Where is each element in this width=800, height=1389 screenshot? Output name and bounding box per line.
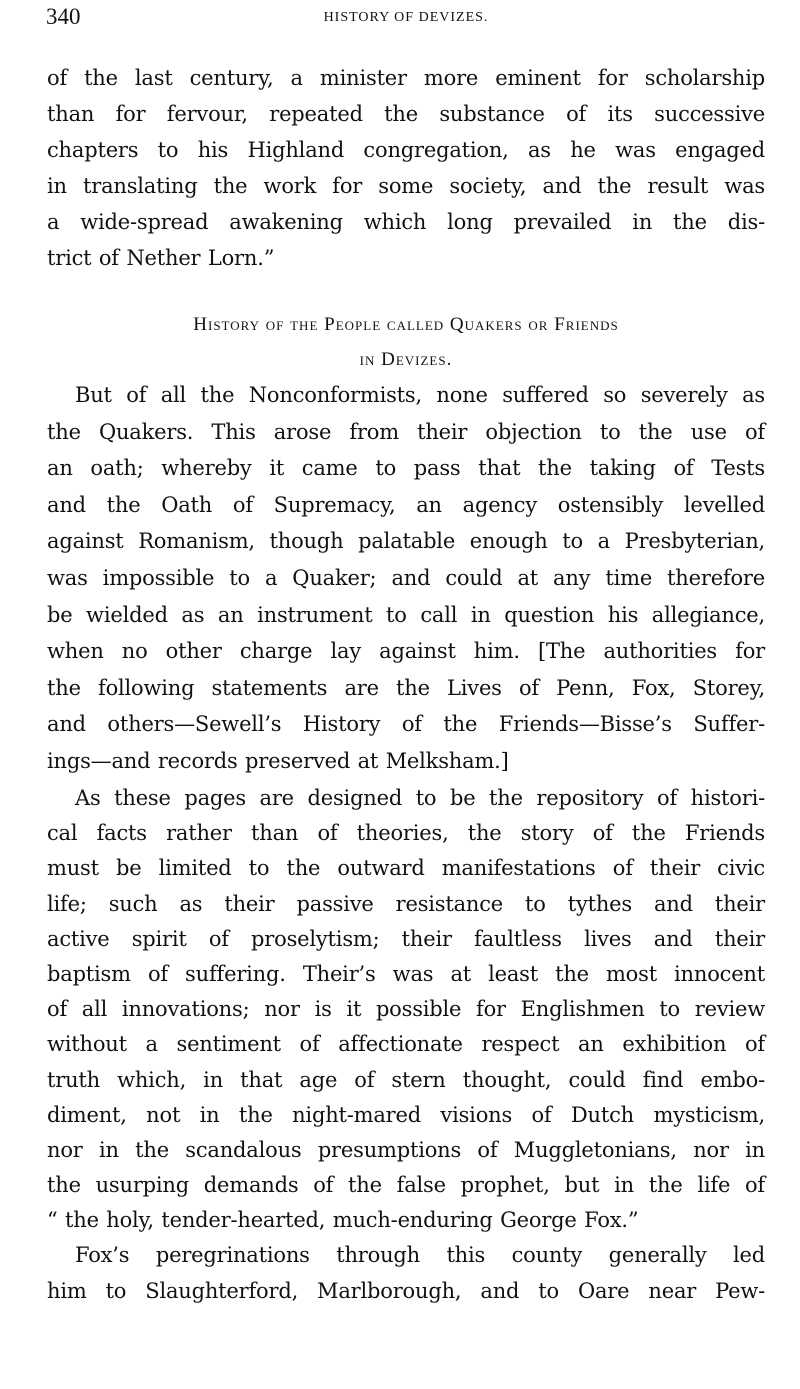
text-line-content: But of all the Nonconformists, none suffered so severely as <box>75 383 765 407</box>
text-line <box>47 1030 765 1058</box>
text-line <box>47 960 765 988</box>
text-line <box>47 710 765 738</box>
text-line-content: against Romanism, though palatable enough to a Presbyterian, <box>47 529 765 554</box>
text-line-content: was impossible to a Quaker; and could at any time therefore <box>47 566 765 590</box>
text-line <box>47 100 765 128</box>
text-line <box>47 136 765 164</box>
text-line-content: active spirit of proselytism; their faultless lives and their <box>47 926 765 951</box>
text-line-content: when no other charge lay against him. [The authorities for <box>47 639 765 664</box>
text-line <box>47 1101 765 1129</box>
text-line-content: him to Slaughterford, Marlborough, and to Oare near Pew- <box>47 1279 765 1303</box>
text-line-content: truth which, in that age of stern thought, could find embo- <box>47 1067 765 1092</box>
text-line-content: of all innovations; nor is it possible for Englishmen to review <box>47 997 765 1022</box>
text-line-content: “ the holy, tender-hearted, much-enduring George Fox.” <box>47 1208 639 1233</box>
text-line <box>47 1277 765 1305</box>
text-line-content: the Quakers. This arose from their objection to the use of <box>47 419 765 444</box>
text-line <box>47 819 765 847</box>
text-line-content: the usurping demands of the false prophet, but in the life of <box>47 1173 765 1198</box>
text-line <box>75 1241 765 1269</box>
text-line <box>47 244 765 272</box>
text-line <box>47 1206 765 1234</box>
section-heading: History of the People called Quakers or Friends <box>193 314 619 335</box>
text-line <box>47 854 765 882</box>
text-line-content: trict of Nether Lorn.” <box>47 246 275 270</box>
text-line <box>47 995 765 1023</box>
text-line <box>47 1066 765 1094</box>
text-line-content: and the Oath of Supremacy, an agency ostensibly levelled <box>47 492 765 517</box>
text-line <box>47 208 765 236</box>
text-line <box>47 418 765 446</box>
text-line-content: baptism of suffering. Their’s was at least the most innocent <box>47 962 765 986</box>
text-line-content: of the last century, a minister more eminent for scholarship <box>47 66 765 90</box>
text-line <box>47 564 765 592</box>
text-line-content: than for fervour, repeated the substance of its successive <box>47 102 765 126</box>
text-line-content: and others—Sewell’s History of the Friends—Bisse’s Suffer- <box>47 712 765 737</box>
text-line <box>47 1171 765 1199</box>
text-line <box>75 784 765 812</box>
text-line-content: an oath; whereby it came to pass that the taking of Tests <box>47 456 765 481</box>
text-line-content: Fox’s peregrinations through this county generally led <box>75 1243 765 1267</box>
text-line <box>47 637 765 665</box>
text-line-content: the following statements are the Lives of Penn, Fox, Storey, <box>47 675 765 700</box>
text-line-content: without a sentiment of affectionate respect an exhibition of <box>47 1032 765 1057</box>
text-line <box>47 747 765 775</box>
text-line <box>47 1136 765 1164</box>
text-line-content: chapters to his Highland congregation, as he was engaged <box>47 138 765 162</box>
text-line-content: diment, not in the night-mared visions of Dutch mysticism, <box>47 1102 765 1127</box>
text-line <box>47 601 765 629</box>
text-line <box>47 172 765 200</box>
text-line-content: a wide-spread awakening which long prevailed in the dis- <box>47 210 765 234</box>
running-title: HISTORY OF DEVIZES. <box>323 10 489 25</box>
text-line-content: be wielded as an instrument to call in question his allegiance, <box>47 602 765 627</box>
page-number: 340 <box>46 4 81 29</box>
text-line <box>47 890 765 918</box>
text-line <box>47 491 765 519</box>
page-header <box>46 4 766 34</box>
text-line-content: must be limited to the outward manifestations of their civic <box>47 856 765 881</box>
text-line <box>47 674 765 702</box>
text-line-content: life; such as their passive resistance to tythes and their <box>47 891 765 916</box>
text-line-content: cal facts rather than of theories, the story of the Friends <box>47 821 765 846</box>
text-line <box>47 454 765 482</box>
text-line-content: in translating the work for some society, and the result was <box>47 174 765 198</box>
text-line-content: ings—and records preserved at Melksham.] <box>47 749 509 773</box>
text-line <box>47 527 765 555</box>
section-heading: in Devizes. <box>359 349 453 370</box>
text-line-content: nor in the scandalous presumptions of Muggletonians, nor in <box>47 1138 765 1162</box>
text-line-content: As these pages are designed to be the repository of histori- <box>75 786 765 810</box>
text-line <box>47 925 765 953</box>
text-line <box>75 381 765 409</box>
text-line <box>47 64 765 92</box>
